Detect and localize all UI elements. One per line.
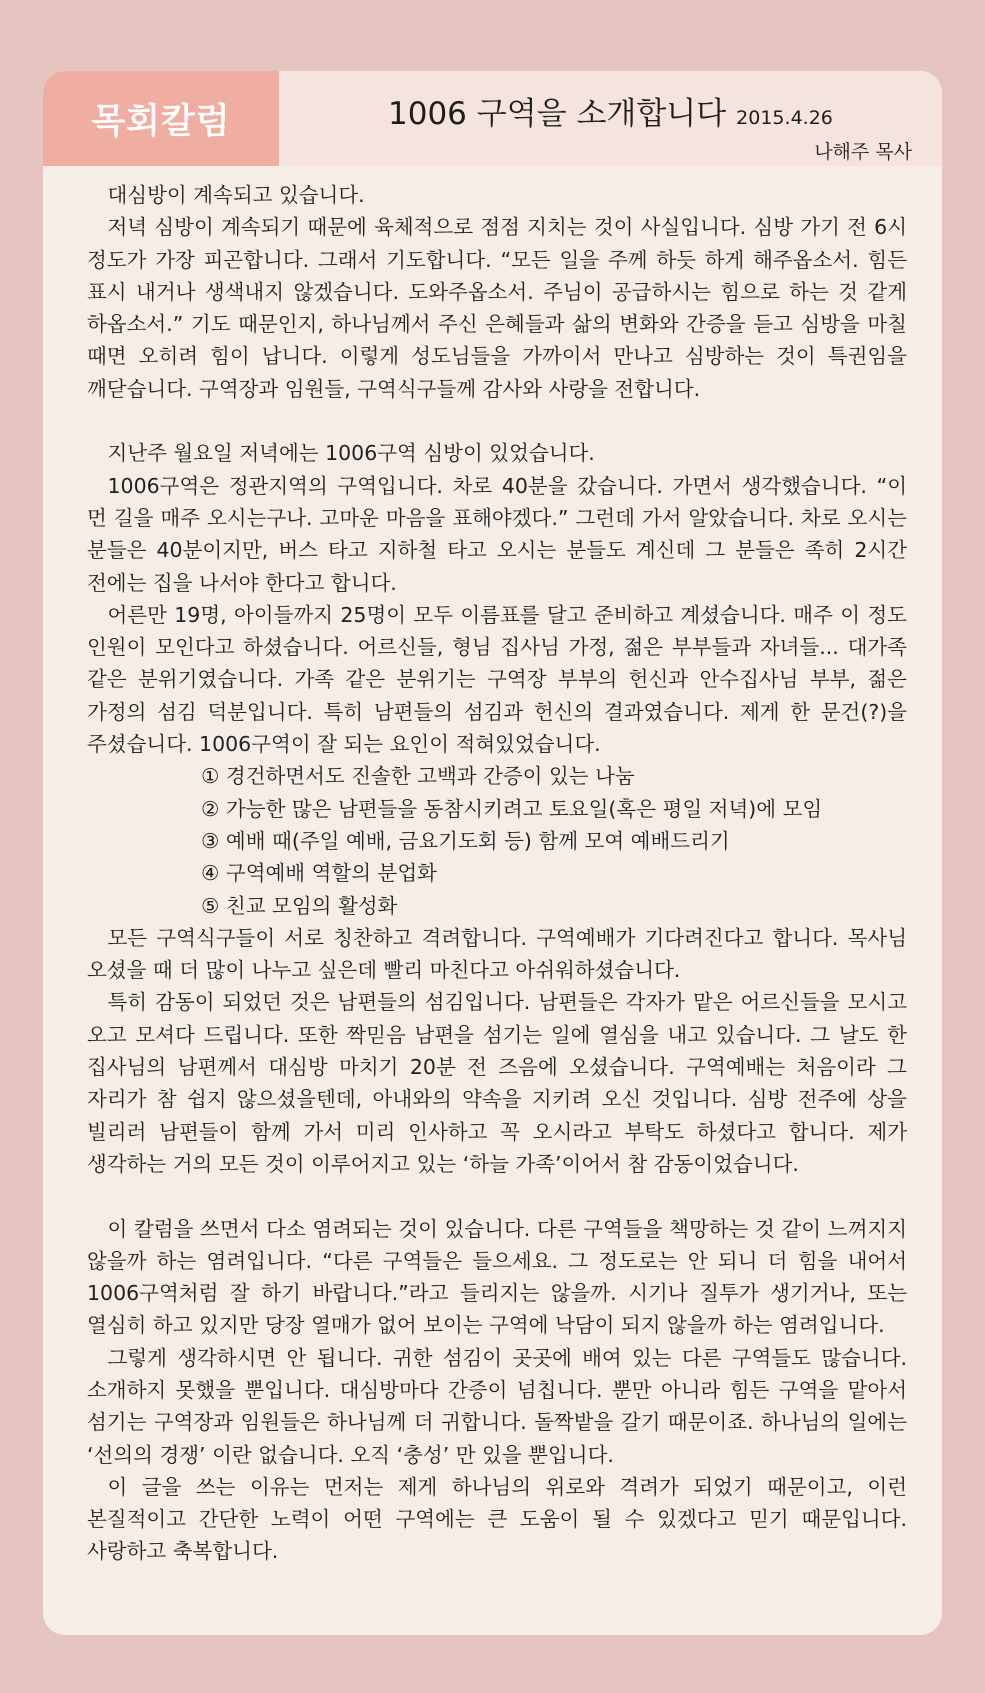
paragraph: 그렇게 생각하시면 안 됩니다. 귀한 섬김이 곳곳에 배여 있는 다른 구역들도 많습니다. 소개하지 못했을 뿐입니다. 대심방마다 간증이 넘칩니다. 뿐만 아니라 힘든 구역을 맡아서 섬기는 구역장과 임원들은 하나님께 더 귀합니다. 돌짝밭을 갈기 때문이죠. 하나님의 일에는 ‘선의의 경쟁’ 이란 없습니다. 오직 ‘충성’ 만 있을 뿐입니다. (87, 1345, 907, 1467)
paragraph: 이 칼럼을 쓰면서 다소 염려되는 것이 있습니다. 다른 구역들을 책망하는 것 같이 느껴지지 않을까 하는 염려입니다. “다른 구역들은 들으세요. 그 정도로는 안 되니 더 힘을 내어서 1006구역처럼 잘 하기 바랍니다.”라고 들리지는 않을까. 시기나 질투가 생기거나, 또는 열심히 하고 있지만 당장 열매가 없어 보이는 구역에 낙담이 되지 않을까 하는 염려입니다. (87, 1216, 907, 1338)
paragraph-gap (87, 405, 907, 437)
paragraph: 어른만 19명, 아이들까지 25명이 모두 이름표를 달고 준비하고 계셨습니다. 매주 이 정도 인원이 모인다고 하셨습니다. 어르신들, 형님 집사님 가정, 젊은 부부들과 자녀들... 대가족 같은 분위기였습니다. 가족 같은 분위기는 구역장 부부의 헌신과 안수집사님 부부, 젊은 가정의 섬김 덕분입니다. 특히 남편들의 섬김과 헌신의 결과였습니다. 제게 한 문건(?)을 주셨습니다. 1006구역이 잘 되는 요인이 적혀있었습니다. (87, 602, 907, 757)
list-item: ⑤ 친교 모임의 활성화 (201, 893, 398, 918)
success-factors-list (87, 760, 907, 921)
title-line (388, 88, 833, 133)
paragraph: 지난주 월요일 저녁에는 1006구역 심방이 있었습니다. (107, 441, 595, 466)
list-item: ④ 구역예배 역할의 분업화 (201, 861, 437, 886)
column-date: 2015.4.26 (736, 107, 833, 129)
article-body (87, 179, 907, 1568)
paragraph: 저녁 심방이 계속되기 때문에 육체적으로 점점 지치는 것이 사실입니다. 심방 가기 전 6시 정도가 가장 피곤합니다. 그래서 기도합니다. “모든 일을 주께 하듯 하게 해주옵소서. 힘든 표시 내거나 생색내지 않겠습니다. 도와주옵소서. 주님이 공급하시는 힘으로 하는 것 같게 하옵소서.” 기도 때문인지, 하나님께서 주신 은혜들과 삶의 변화와 간증을 듣고 심방을 마칠 때면 오히려 힘이 납니다. 이렇게 성도님들을 가까이서 만나고 심방하는 것이 특권임을 깨닫습니다. 구역장과 임원들, 구역식구들께 감사와 사랑을 전합니다. (87, 215, 907, 401)
list-item: ① 경건하면서도 진솔한 고백과 간증이 있는 나눔 (201, 764, 635, 789)
paragraph-gap (87, 1180, 907, 1212)
column-author: 나해주 목사 (814, 141, 912, 163)
paragraph: 특히 감동이 되었던 것은 남편들의 섬김입니다. 남편들은 각자가 맡은 어르신들을 모시고 오고 모셔다 드립니다. 또한 짝믿음 남편을 섬기는 일에 열심을 내고 있습니다. 그 날도 한 집사님의 남편께서 대심방 마치기 20분 전 즈음에 오셨습니다. 구역예배는 처음이라 그 자리가 참 쉽지 않으셨을텐데, 아내와의 약속을 지키려 오신 것입니다. 심방 전주에 상을 빌리러 남편들이 함께 가서 미리 인사하고 꼭 오시라고 부탁도 하셨다고 합니다. 제가 생각하는 거의 모든 것이 이루어지고 있는 ‘하늘 가족’이어서 참 감동이었습니다. (87, 990, 907, 1176)
paragraph: 이 글을 쓰는 이유는 먼저는 제게 하나님의 위로와 격려가 되었기 때문이고, 이런 본질적이고 간단한 노력이 어떤 구역에는 큰 도움이 될 수 있겠다고 믿기 때문입니다. 사랑하고 축복합니다. (87, 1474, 907, 1564)
column-category-tag: 목회칼럼 (43, 71, 279, 166)
column-card (43, 71, 942, 1635)
column-title: 1006 구역을 소개합니다 (388, 96, 727, 132)
column-header (43, 71, 942, 166)
paragraph: 1006구역은 정관지역의 구역입니다. 차로 40분을 갔습니다. 가면서 생각했습니다. “이 먼 길을 매주 오시는구나. 고마운 마음을 표해야겠다.” 그런데 가서 알았습니다. 차로 오시는 분들은 40분이지만, 버스 타고 지하철 타고 오시는 분들도 계신데 그 분들은 족히 2시간 전에는 집을 나서야 한다고 합니다. (87, 473, 907, 595)
paragraph: 대심방이 계속되고 있습니다. (107, 183, 365, 207)
paragraph: 모든 구역식구들이 서로 칭찬하고 격려합니다. 구역예배가 기다려진다고 합니다. 목사님 오셨을 때 더 많이 나누고 싶은데 빨리 마친다고 아쉬워하셨습니다. (87, 925, 907, 983)
list-item: ② 가능한 많은 남편들을 동참시키려고 토요일(혹은 평일 저녁)에 모임 (201, 796, 823, 821)
list-item: ③ 예배 때(주일 예배, 금요기도회 등) 함께 모여 예배드리기 (201, 828, 730, 853)
